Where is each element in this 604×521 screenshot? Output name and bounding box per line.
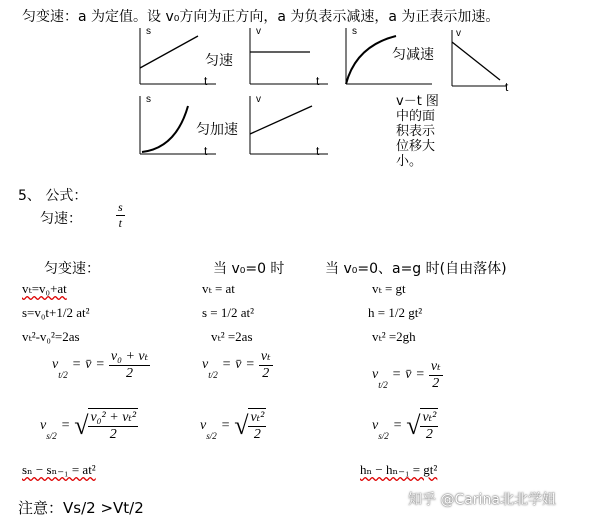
axis-label-t: t	[204, 144, 208, 158]
formula-velocity-general: vₜ=v₀+at	[22, 281, 67, 296]
uniform-formula: $\frac{s}{t}$	[118, 200, 123, 230]
watermark: 知乎 @Carina北北学姐	[408, 492, 556, 508]
axis-label-t: t	[316, 74, 320, 88]
axis-label-t: t	[505, 80, 509, 94]
formula-midtime-velocity-freefall: v t/2 = v̄ = $\frac{\text{vₜ}}{2}$	[372, 359, 441, 391]
col3-header: 当 v₀=0、a=g 时(自由落体)	[325, 261, 507, 277]
formula-midposition-velocity-v0zero: v s/2 = √ $\frac{\text{vₜ²}}{2}$	[200, 410, 265, 442]
axis-label-v: v	[256, 94, 261, 105]
axis-label-v: v	[456, 28, 461, 39]
notice: 注意：Vs/2 >Vt/2	[18, 499, 144, 517]
formula-displacement-v0zero: s = 1/2 at²	[202, 305, 255, 320]
intro-line: 匀变速：a 为定值。设 v₀方向为正方向，a 为负表示减速，a 为正表示加速。	[22, 9, 500, 25]
formula-consecutive-difference-freefall: hₙ − hₙ₋₁ = gt²	[360, 462, 438, 477]
formula-displacement-general: s=v₀t+1/2 at²	[22, 305, 90, 320]
formula-velocity-v0zero: vₜ = at	[202, 281, 235, 296]
formula-midtime-velocity-v0zero: v t/2 = v̄ = $\frac{\text{vₜ}}{2}$	[202, 349, 271, 381]
graph-v-t-decel	[444, 26, 524, 88]
axis-label-s: s	[146, 26, 151, 37]
formula-consecutive-difference: sₙ − sₙ₋₁ = at²	[22, 462, 96, 477]
label-uniform: 匀速	[205, 53, 233, 69]
axis-label-t: t	[204, 74, 208, 88]
formula-midposition-velocity-freefall: v s/2 = √ $\frac{\text{vₜ²}}{2}$	[372, 410, 437, 442]
uniform-formula-label: 匀速：	[40, 211, 82, 227]
formula-midtime-velocity-general: v t/2 = v̄ = $\frac{\text{v₀ + vₜ}}{2}$	[52, 349, 149, 381]
col2-header: 当 v₀=0 时	[213, 261, 285, 277]
label-decel: 匀减速	[392, 47, 434, 63]
formula-velocity-squared-general: vₜ²-v₀²=2as	[22, 329, 80, 344]
section-heading: 5、 公式：	[18, 188, 88, 204]
axis-label-t: t	[316, 144, 320, 158]
col1-header: 匀变速：	[44, 261, 100, 277]
axis-label-s: s	[352, 26, 357, 37]
axis-label-v: v	[256, 26, 261, 37]
formula-displacement-freefall: h = 1/2 gt²	[368, 305, 423, 320]
graph-area-note: v－t 图 中的面 积表示 位移大 小。	[396, 94, 439, 169]
formula-velocity-squared-freefall: vₜ² =2gh	[372, 329, 416, 344]
label-accel: 匀加速	[196, 122, 238, 138]
formula-velocity-squared-v0zero: vₜ² =2as	[211, 329, 253, 344]
formula-midposition-velocity-general: v s/2 = √ $\frac{\text{v₀² + vₜ²}}{2}$	[40, 410, 137, 442]
axis-label-s: s	[146, 94, 151, 105]
formula-velocity-freefall: vₜ = gt	[372, 281, 406, 296]
